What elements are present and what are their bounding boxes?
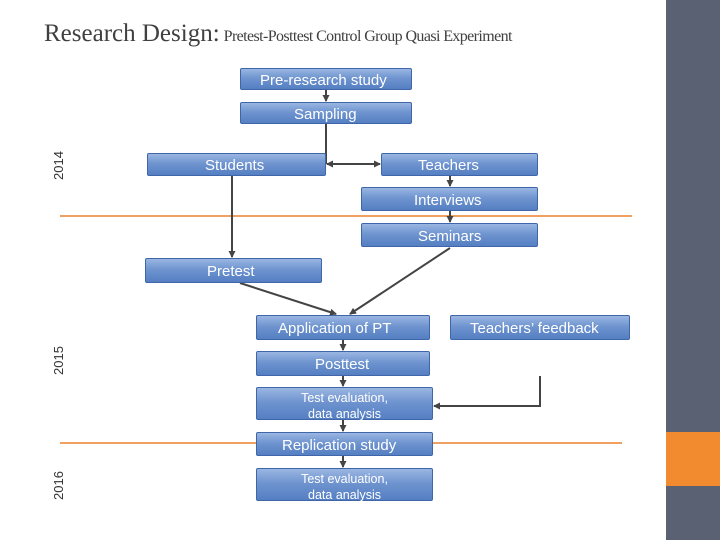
year-label-2015: 2015 <box>51 346 66 375</box>
box-sampling <box>240 102 412 124</box>
box-seminars-label: Seminars <box>418 228 482 245</box>
box-interviews <box>361 187 538 211</box>
year-label-2014: 2014 <box>51 151 66 180</box>
title-main: Research Design: <box>44 20 220 47</box>
box-teachers-label: Teachers <box>418 157 479 174</box>
box-application-of-pt <box>256 315 430 340</box>
box-teachers-feedback <box>450 315 630 340</box>
box-replication-study-label: Replication study <box>282 437 397 454</box>
box-teachers-feedback-label: Teachers’ feedback <box>470 320 599 337</box>
arrow-feedback-to-eval <box>434 376 540 406</box>
box-pre-research-study-label: Pre-research study <box>260 72 387 89</box>
box-test-evaluation-2 <box>256 468 433 501</box>
box-test-evaluation-1-label: Test evaluation, data analysis <box>301 391 388 422</box>
box-posttest-label: Posttest <box>315 356 370 373</box>
box-interviews-label: Interviews <box>414 192 482 209</box>
box-test-evaluation-1 <box>256 387 433 420</box>
box-test-evaluation-2-label: Test evaluation, data analysis <box>301 472 388 503</box>
box-pretest-label: Pretest <box>207 263 255 280</box>
box-students-label: Students <box>205 157 265 174</box>
box-students <box>147 153 326 176</box>
box-sampling-label: Sampling <box>294 106 357 123</box>
arrow-seminars-to-application <box>350 248 450 314</box>
box-pre-research-study <box>240 68 412 90</box>
box-teachers <box>381 153 538 176</box>
box-replication-study <box>256 432 433 456</box>
year-label-2016: 2016 <box>51 471 66 500</box>
title-subtitle: Pretest-Posttest Control Group Quasi Experiment <box>223 28 512 45</box>
box-pretest <box>145 258 322 283</box>
arrow-pretest-to-application <box>240 283 336 314</box>
box-posttest <box>256 351 430 376</box>
box-seminars <box>361 223 538 247</box>
box-application-of-pt-label: Application of PT <box>278 320 392 337</box>
